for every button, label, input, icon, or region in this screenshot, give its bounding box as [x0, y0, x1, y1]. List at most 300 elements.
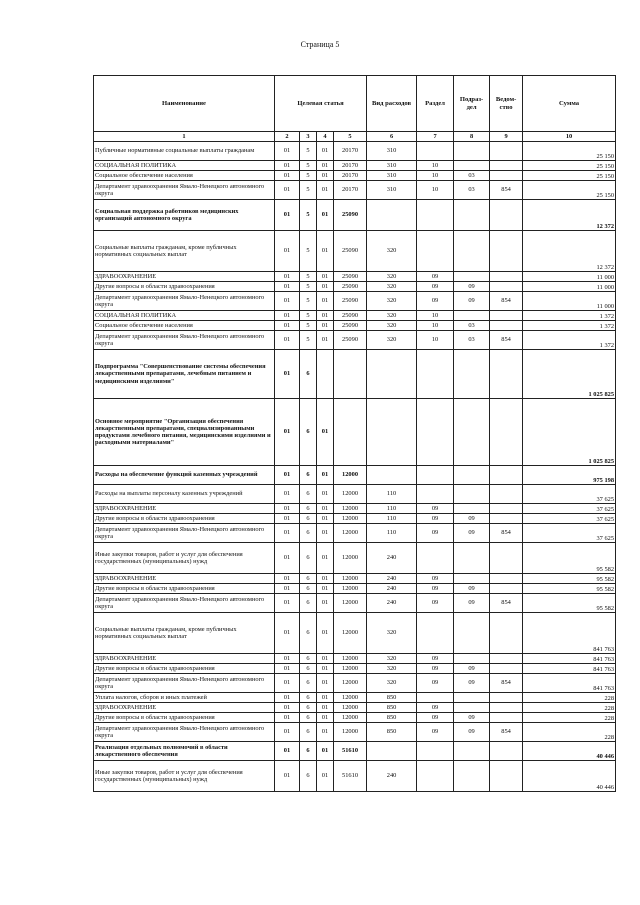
row-code-direction: 20170: [334, 171, 367, 181]
row-subsection: 09: [454, 674, 490, 693]
table-row: [94, 584, 616, 594]
row-subsection: [454, 311, 490, 321]
row-sum: 228: [523, 713, 616, 723]
row-code-subprogram: 6: [300, 742, 317, 761]
row-department: [490, 761, 523, 792]
row-sum: 11 000: [523, 292, 616, 311]
row-expense-kind: 320: [367, 331, 417, 350]
row-code-program: 01: [275, 723, 300, 742]
row-name: Департамент здравоохранения Ямало-Ненецкого автономного округа: [94, 181, 275, 200]
table-row: [94, 181, 616, 200]
row-department: [490, 161, 523, 171]
row-sum: 841 763: [523, 664, 616, 674]
row-code-program: 01: [275, 142, 300, 161]
table-row: [94, 321, 616, 331]
row-code-subprogram: 6: [300, 713, 317, 723]
header-department: Ведом-ство: [490, 76, 523, 132]
row-code-event: 01: [317, 524, 334, 543]
row-department: [490, 742, 523, 761]
row-code-subprogram: 6: [300, 613, 317, 654]
table-row: [94, 674, 616, 693]
row-expense-kind: 850: [367, 713, 417, 723]
row-code-subprogram: 5: [300, 331, 317, 350]
row-code-subprogram: 6: [300, 584, 317, 594]
row-code-subprogram: 6: [300, 574, 317, 584]
row-code-program: 01: [275, 311, 300, 321]
row-code-event: 01: [317, 654, 334, 664]
row-department: [490, 584, 523, 594]
row-code-event: 01: [317, 161, 334, 171]
row-expense-kind: 240: [367, 584, 417, 594]
row-code-subprogram: 6: [300, 664, 317, 674]
row-code-program: 01: [275, 543, 300, 574]
row-sum: 841 763: [523, 654, 616, 664]
row-name: Другие вопросы в области здравоохранения: [94, 282, 275, 292]
row-subsection: 09: [454, 282, 490, 292]
row-code-direction: 20170: [334, 142, 367, 161]
row-code-direction: 12000: [334, 504, 367, 514]
row-code-event: 01: [317, 331, 334, 350]
row-code-direction: 25090: [334, 272, 367, 282]
table-row: [94, 742, 616, 761]
row-code-direction: 12000: [334, 703, 367, 713]
row-sum: 95 582: [523, 584, 616, 594]
row-code-subprogram: 5: [300, 282, 317, 292]
row-section: 09: [417, 524, 454, 543]
table-row: [94, 613, 616, 654]
header-name: Наименование: [94, 76, 275, 132]
row-sum: 975 198: [523, 466, 616, 485]
row-expense-kind: 110: [367, 485, 417, 504]
row-code-direction: 25090: [334, 311, 367, 321]
row-code-event: 01: [317, 181, 334, 200]
row-expense-kind: 310: [367, 161, 417, 171]
row-subsection: [454, 399, 490, 466]
row-name: Социальная поддержка работников медицинских организаций автономного округа: [94, 200, 275, 231]
row-code-subprogram: 6: [300, 399, 317, 466]
column-number: 10: [523, 132, 616, 142]
row-section: 09: [417, 504, 454, 514]
row-code-subprogram: 5: [300, 272, 317, 282]
row-section: [417, 613, 454, 654]
header-subsection: Подраз-дел: [454, 76, 490, 132]
row-code-subprogram: 6: [300, 674, 317, 693]
row-code-event: 01: [317, 761, 334, 792]
row-expense-kind: [367, 350, 417, 399]
row-expense-kind: 310: [367, 181, 417, 200]
row-subsection: 09: [454, 594, 490, 613]
row-name: Департамент здравоохранения Ямало-Ненецкого автономного округа: [94, 524, 275, 543]
row-expense-kind: 240: [367, 761, 417, 792]
page-number: Страница 5: [300, 40, 340, 49]
column-number: 7: [417, 132, 454, 142]
row-code-event: [317, 350, 334, 399]
row-name: Другие вопросы в области здравоохранения: [94, 584, 275, 594]
row-code-direction: 25090: [334, 200, 367, 231]
row-section: 09: [417, 674, 454, 693]
row-subsection: [454, 574, 490, 584]
table-row: [94, 231, 616, 272]
row-name: Департамент здравоохранения Ямало-Ненецкого автономного округа: [94, 723, 275, 742]
table-row: [94, 723, 616, 742]
row-name: Департамент здравоохранения Ямало-Ненецкого автономного округа: [94, 292, 275, 311]
row-code-direction: 12000: [334, 674, 367, 693]
row-sum: 37 625: [523, 524, 616, 543]
row-name: ЗДРАВООХРАНЕНИЕ: [94, 574, 275, 584]
row-code-event: 01: [317, 282, 334, 292]
row-name: Другие вопросы в области здравоохранения: [94, 514, 275, 524]
row-section: 09: [417, 514, 454, 524]
table-row: [94, 574, 616, 584]
row-section: [417, 231, 454, 272]
row-code-direction: 25090: [334, 231, 367, 272]
column-number: 6: [367, 132, 417, 142]
row-expense-kind: 320: [367, 231, 417, 272]
row-expense-kind: 320: [367, 664, 417, 674]
row-name: Расходы на обеспечение функций казенных учреждений: [94, 466, 275, 485]
row-code-program: 01: [275, 761, 300, 792]
row-code-program: 01: [275, 594, 300, 613]
row-expense-kind: 110: [367, 524, 417, 543]
row-code-event: 01: [317, 693, 334, 703]
row-code-program: 01: [275, 161, 300, 171]
row-code-direction: 12000: [334, 654, 367, 664]
row-subsection: 03: [454, 331, 490, 350]
row-code-program: 01: [275, 613, 300, 654]
row-code-event: 01: [317, 543, 334, 574]
row-sum: 25 150: [523, 181, 616, 200]
row-code-program: 01: [275, 350, 300, 399]
row-code-program: 01: [275, 231, 300, 272]
row-subsection: [454, 543, 490, 574]
row-code-direction: 25090: [334, 321, 367, 331]
row-expense-kind: 850: [367, 703, 417, 713]
row-subsection: 09: [454, 723, 490, 742]
row-subsection: [454, 504, 490, 514]
row-code-direction: 12000: [334, 713, 367, 723]
row-code-direction: 12000: [334, 514, 367, 524]
column-number: 1: [94, 132, 275, 142]
row-code-direction: 12000: [334, 664, 367, 674]
row-expense-kind: 320: [367, 272, 417, 282]
row-code-subprogram: 5: [300, 292, 317, 311]
row-name: Расходы на выплаты персоналу казенных учреждений: [94, 485, 275, 504]
row-code-subprogram: 6: [300, 485, 317, 504]
column-number: 8: [454, 132, 490, 142]
row-code-event: 01: [317, 703, 334, 713]
row-section: 09: [417, 594, 454, 613]
row-code-program: 01: [275, 713, 300, 723]
row-code-event: 01: [317, 594, 334, 613]
row-section: [417, 200, 454, 231]
row-sum: 95 582: [523, 594, 616, 613]
row-sum: 1 372: [523, 321, 616, 331]
row-code-direction: 12000: [334, 485, 367, 504]
row-name: Департамент здравоохранения Ямало-Ненецкого автономного округа: [94, 674, 275, 693]
row-code-direction: 12000: [334, 543, 367, 574]
row-expense-kind: [367, 742, 417, 761]
row-department: [490, 321, 523, 331]
row-sum: 12 372: [523, 231, 616, 272]
row-name: ЗДРАВООХРАНЕНИЕ: [94, 654, 275, 664]
row-code-subprogram: 6: [300, 654, 317, 664]
row-code-direction: 12000: [334, 693, 367, 703]
row-code-program: 01: [275, 504, 300, 514]
table-row: [94, 282, 616, 292]
row-code-event: 01: [317, 485, 334, 504]
row-code-direction: [334, 350, 367, 399]
row-code-subprogram: 6: [300, 723, 317, 742]
row-name: Иные закупки товаров, работ и услуг для обеспечения государственных (муниципальных) нужд: [94, 543, 275, 574]
table-row: [94, 485, 616, 504]
row-name: Социальное обеспечение населения: [94, 171, 275, 181]
row-sum: 1 025 825: [523, 399, 616, 466]
row-code-program: 01: [275, 485, 300, 504]
row-department: [490, 171, 523, 181]
row-department: [490, 200, 523, 231]
table-row: [94, 594, 616, 613]
table-row: [94, 142, 616, 161]
row-department: [490, 504, 523, 514]
column-number: 2: [275, 132, 300, 142]
row-code-program: 01: [275, 466, 300, 485]
row-sum: 228: [523, 693, 616, 703]
row-expense-kind: 320: [367, 674, 417, 693]
row-section: [417, 742, 454, 761]
row-code-subprogram: 6: [300, 761, 317, 792]
row-sum: 37 625: [523, 514, 616, 524]
row-name: Социальные выплаты гражданам, кроме публичных нормативных социальных выплат: [94, 231, 275, 272]
row-code-direction: 20170: [334, 161, 367, 171]
row-expense-kind: 320: [367, 654, 417, 664]
row-department: [490, 485, 523, 504]
row-code-direction: 12000: [334, 584, 367, 594]
row-section: 09: [417, 272, 454, 282]
row-code-program: 01: [275, 200, 300, 231]
row-department: 854: [490, 594, 523, 613]
row-code-subprogram: 5: [300, 321, 317, 331]
row-code-subprogram: 6: [300, 524, 317, 543]
row-code-direction: 25090: [334, 292, 367, 311]
row-expense-kind: 850: [367, 693, 417, 703]
row-department: [490, 311, 523, 321]
row-section: [417, 350, 454, 399]
row-sum: 228: [523, 703, 616, 713]
row-section: 09: [417, 292, 454, 311]
row-subsection: [454, 272, 490, 282]
row-expense-kind: 310: [367, 171, 417, 181]
row-subsection: 09: [454, 514, 490, 524]
row-expense-kind: 320: [367, 613, 417, 654]
row-code-direction: 12000: [334, 524, 367, 543]
row-code-subprogram: 5: [300, 181, 317, 200]
row-subsection: 09: [454, 664, 490, 674]
row-name: Другие вопросы в области здравоохранения: [94, 713, 275, 723]
row-code-subprogram: 6: [300, 514, 317, 524]
table-row: [94, 331, 616, 350]
row-department: 854: [490, 181, 523, 200]
table-row: [94, 399, 616, 466]
row-code-event: 01: [317, 292, 334, 311]
row-code-program: 01: [275, 181, 300, 200]
row-code-event: 01: [317, 171, 334, 181]
row-subsection: [454, 761, 490, 792]
row-code-subprogram: 6: [300, 466, 317, 485]
row-section: 09: [417, 723, 454, 742]
row-name: Уплата налогов, сборов и иных платежей: [94, 693, 275, 703]
row-subsection: 03: [454, 181, 490, 200]
row-sum: 25 150: [523, 171, 616, 181]
row-code-subprogram: 5: [300, 200, 317, 231]
row-name: Основное мероприятие "Организация обеспечения лекарственными препаратами, специализированными продуктами лечебного питания, медицинскими изделиями и расходными материалами": [94, 399, 275, 466]
row-subsection: [454, 466, 490, 485]
table-row: [94, 161, 616, 171]
row-department: [490, 514, 523, 524]
row-code-event: 01: [317, 742, 334, 761]
row-section: 09: [417, 703, 454, 713]
row-sum: 1 372: [523, 311, 616, 321]
row-code-program: 01: [275, 171, 300, 181]
row-section: 10: [417, 181, 454, 200]
table-row: [94, 703, 616, 713]
row-sum: 40 446: [523, 742, 616, 761]
row-section: [417, 543, 454, 574]
row-code-program: 01: [275, 742, 300, 761]
row-code-program: 01: [275, 693, 300, 703]
row-code-event: 01: [317, 664, 334, 674]
row-name: СОЦИАЛЬНАЯ ПОЛИТИКА: [94, 311, 275, 321]
row-expense-kind: 110: [367, 504, 417, 514]
row-code-subprogram: 5: [300, 231, 317, 272]
header-target-article: Целевая статья: [275, 76, 367, 132]
row-sum: 25 150: [523, 161, 616, 171]
table-row: [94, 654, 616, 664]
row-expense-kind: 320: [367, 282, 417, 292]
row-code-event: 01: [317, 713, 334, 723]
row-code-program: 01: [275, 524, 300, 543]
row-department: 854: [490, 524, 523, 543]
row-expense-kind: [367, 466, 417, 485]
row-department: 854: [490, 331, 523, 350]
row-code-subprogram: 6: [300, 594, 317, 613]
table-row: [94, 524, 616, 543]
row-section: [417, 466, 454, 485]
row-code-event: 01: [317, 723, 334, 742]
row-subsection: 03: [454, 171, 490, 181]
table-row: [94, 200, 616, 231]
row-sum: 40 446: [523, 761, 616, 792]
row-subsection: 03: [454, 321, 490, 331]
row-expense-kind: 240: [367, 574, 417, 584]
row-subsection: [454, 654, 490, 664]
row-name: Реализация отдельных полномочий в области лекарственного обеспечения: [94, 742, 275, 761]
row-subsection: [454, 742, 490, 761]
row-subsection: [454, 485, 490, 504]
table-row: [94, 171, 616, 181]
row-section: [417, 485, 454, 504]
header-section: Раздел: [417, 76, 454, 132]
table-header-row: [94, 76, 616, 132]
row-name: Другие вопросы в области здравоохранения: [94, 664, 275, 674]
row-department: [490, 613, 523, 654]
row-code-event: 01: [317, 231, 334, 272]
row-expense-kind: 240: [367, 594, 417, 613]
row-sum: 12 372: [523, 200, 616, 231]
row-code-subprogram: 5: [300, 142, 317, 161]
row-name: ЗДРАВООХРАНЕНИЕ: [94, 504, 275, 514]
row-subsection: [454, 161, 490, 171]
row-department: [490, 574, 523, 584]
row-code-program: 01: [275, 654, 300, 664]
row-department: 854: [490, 674, 523, 693]
row-code-program: 01: [275, 331, 300, 350]
row-department: [490, 654, 523, 664]
row-code-program: 01: [275, 574, 300, 584]
row-code-event: 01: [317, 613, 334, 654]
row-code-event: 01: [317, 311, 334, 321]
row-department: 854: [490, 292, 523, 311]
row-department: [490, 466, 523, 485]
row-sum: 841 763: [523, 674, 616, 693]
row-code-subprogram: 6: [300, 350, 317, 399]
table-row: [94, 693, 616, 703]
row-expense-kind: 240: [367, 543, 417, 574]
row-code-program: 01: [275, 282, 300, 292]
row-code-subprogram: 6: [300, 504, 317, 514]
row-section: 09: [417, 584, 454, 594]
row-department: [490, 272, 523, 282]
row-code-subprogram: 5: [300, 171, 317, 181]
row-department: [490, 693, 523, 703]
table-row: [94, 311, 616, 321]
row-sum: 11 000: [523, 282, 616, 292]
column-number: 5: [334, 132, 367, 142]
row-code-program: 01: [275, 321, 300, 331]
row-code-event: 01: [317, 574, 334, 584]
row-code-direction: 51610: [334, 742, 367, 761]
table-row: [94, 543, 616, 574]
table-row: [94, 761, 616, 792]
table-row: [94, 713, 616, 723]
row-subsection: [454, 200, 490, 231]
row-department: [490, 703, 523, 713]
row-sum: 841 763: [523, 613, 616, 654]
row-section: [417, 761, 454, 792]
column-number: 3: [300, 132, 317, 142]
row-sum: 25 150: [523, 142, 616, 161]
row-code-event: 01: [317, 321, 334, 331]
row-code-program: 01: [275, 664, 300, 674]
row-code-event: 01: [317, 584, 334, 594]
row-subsection: 09: [454, 584, 490, 594]
row-expense-kind: 320: [367, 321, 417, 331]
row-code-direction: 51610: [334, 761, 367, 792]
row-sum: 228: [523, 723, 616, 742]
row-sum: 37 625: [523, 504, 616, 514]
row-code-direction: 12000: [334, 574, 367, 584]
row-code-event: 01: [317, 514, 334, 524]
row-code-program: 01: [275, 272, 300, 282]
header-expense-kind: Вид расходов: [367, 76, 417, 132]
row-subsection: 09: [454, 292, 490, 311]
row-code-event: 01: [317, 200, 334, 231]
row-code-event: 01: [317, 674, 334, 693]
row-code-direction: 25090: [334, 282, 367, 292]
row-code-event: 01: [317, 399, 334, 466]
row-subsection: [454, 703, 490, 713]
row-subsection: [454, 693, 490, 703]
row-subsection: [454, 231, 490, 272]
